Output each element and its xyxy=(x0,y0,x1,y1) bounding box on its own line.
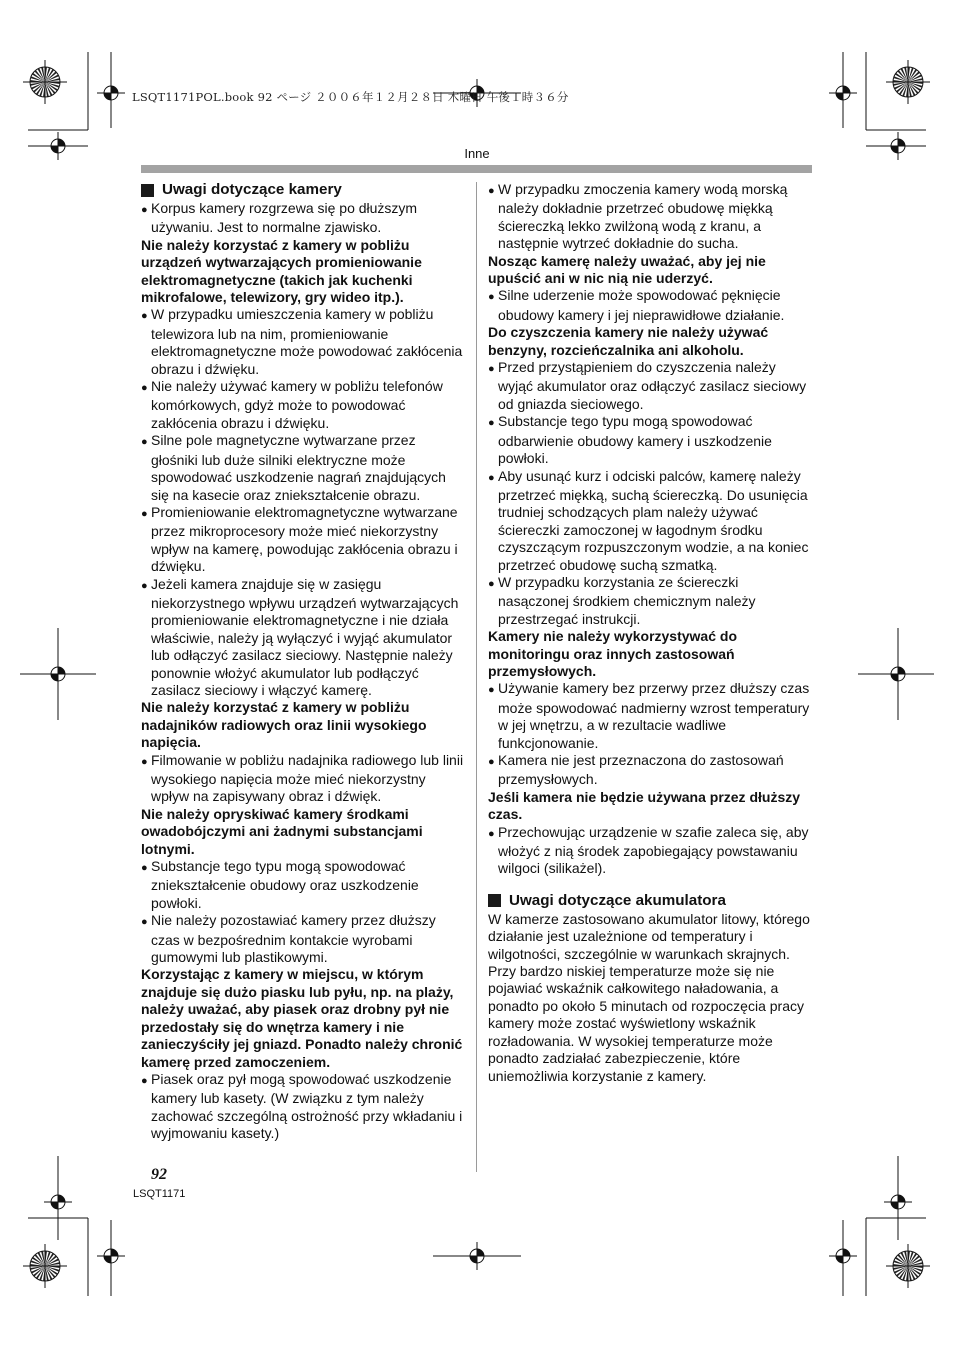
starburst-mark-icon xyxy=(886,1244,930,1288)
file-header: LSQT1171POL.book 92 ページ ２００６年１２月２８日 木曜日 午後１時３６分 xyxy=(132,90,569,104)
bullet-dot-icon: ● xyxy=(488,185,495,197)
square-bullet-icon xyxy=(141,184,154,197)
bullet-dot-icon: ● xyxy=(141,862,148,875)
bullet-item xyxy=(141,200,466,237)
bullet-item xyxy=(488,824,813,878)
section-heading xyxy=(141,181,466,199)
bold-warning: Nosząc kamerę należy uważać, aby jej nie upuścić ani w nic nią nie uderzyć. xyxy=(488,252,766,287)
bullet-dot-icon: ● xyxy=(488,291,495,304)
square-bullet-icon xyxy=(488,894,501,907)
bullet-dot-icon: ● xyxy=(141,755,148,768)
bullet-dot-icon: ● xyxy=(488,363,495,376)
bold-warning: Nie należy opryskiwać kamery środkami owadobójczymi ani żadnymi substancjami lotnymi. xyxy=(141,805,423,857)
bullet-text: W przypadku umieszczenia kamery w pobliżu telewizora lub na nim, promieniowanie elektromagnetyczne może powodować zakłócenia obrazu i dźwięku. xyxy=(151,306,463,377)
section-heading-text: Uwagi dotyczące akumulatora xyxy=(509,891,726,909)
starburst-mark-icon xyxy=(886,60,930,104)
bullet-item xyxy=(488,680,813,752)
bold-warning: Nie należy korzystać z kamery w pobliżu urządzeń wytwarzających promieniowanie elektromagnetyczne (takich jak kuchenki mikrofalowe, telewizory, gry wideo itp.). xyxy=(141,236,422,306)
section-label: Inne xyxy=(464,146,490,161)
bullet-item xyxy=(141,912,466,966)
bold-warning: Nie należy korzystać z kamery w pobliżu nadajników radiowych oraz linii wysokiego napięcia. xyxy=(141,699,427,751)
bullet-item xyxy=(488,359,813,413)
bold-warning: Kamery nie należy wykorzystywać do monitoringu oraz innych zastosowań przemysłowych. xyxy=(488,628,737,679)
bullet-text: Promieniowanie elektromagnetyczne wytwarzane przez mikroprocesory może mieć niekorzystny wpływ na kamerę, powodując zakłócenia obrazu i dźwięku. xyxy=(151,503,458,575)
bullet-dot-icon: ● xyxy=(488,684,495,697)
bullet-dot-icon: ● xyxy=(141,204,148,216)
bullet-dot-icon: ● xyxy=(141,436,148,449)
bullet-dot-icon: ● xyxy=(141,310,148,323)
bullet-text: Aby usunąć kurz i odciski palców, kamerę należy przetrzeć miękką, suchą ściereczką. Do usunięcia trudniej schodzących plam należy używać ściereczki zamoczonej w łagodnym środku czyszczącym rozpuszczonym wodzie, a na koniec przetrzeć obudowę suchą szmatką. xyxy=(498,467,809,573)
bullet-item xyxy=(488,413,813,467)
bullet-dot-icon: ● xyxy=(141,1074,148,1087)
bullet-item xyxy=(141,504,466,576)
bullet-text: Przed przystąpieniem do czyszczenia należy wyjąć akumulator oraz odłączyć zasilacz sieciowy od gniazda sieciowego. xyxy=(498,359,807,412)
left-column xyxy=(141,181,466,1143)
bullet-text: Substancje tego typu mogą spowodować odbarwienie obudowy kamery i uszkodzenie powłoki. xyxy=(498,413,772,467)
bullet-item xyxy=(488,574,813,628)
bullet-dot-icon: ● xyxy=(141,382,148,395)
bullet-item xyxy=(141,752,466,806)
bullet-item xyxy=(141,378,466,432)
section-heading-text: Uwagi dotyczące kamery xyxy=(162,181,342,198)
bullet-item xyxy=(141,576,466,700)
starburst-mark-icon xyxy=(23,60,67,104)
bullet-text: Substancje tego typu mogą spowodować zniekształcenie obudowy oraz uszkodzenie powłoki. xyxy=(151,858,419,911)
bullet-text: Używanie kamery bez przerwy przez dłuższy czas może spowodować nadmierny wzrost temperatury w jej wnętrzu, a w rezultacie wadliwe funkcjonowanie. xyxy=(498,680,810,751)
bold-warning: Do czyszczenia kamery nie należy używać benzyny, rozcieńczalnika ani alkoholu. xyxy=(488,324,769,358)
bullet-text: W przypadku korzystania ze ściereczki nasączonej środkiem chemicznym należy przestrzegać instrukcji. xyxy=(498,573,756,627)
page-number: 92 xyxy=(151,1166,167,1183)
bullet-text: Silne pole magnetyczne wytwarzane przez głośniki lub duże silniki elektryczne może spowodować uszkodzenie nagrań znajdujących się na kasecie oraz zniekształcenie obrazu. xyxy=(151,432,446,503)
column-divider xyxy=(476,182,477,1172)
bullet-text: W przypadku zmoczenia kamery wodą morską należy dokładnie przetrzeć obudowę miękką ściereczką lekko zwilżoną wodą z kranu, a następnie wytrzeć dokładnie do sucha. xyxy=(498,181,788,252)
bullet-dot-icon: ● xyxy=(488,756,495,768)
right-column xyxy=(488,181,813,1085)
bullet-text: Korpus kamery rozgrzewa się po dłuższym używaniu. Jest to normalne zjawisko. xyxy=(151,200,418,236)
bullet-dot-icon: ● xyxy=(141,507,148,520)
bullet-item xyxy=(488,468,813,574)
bullet-item xyxy=(488,752,813,789)
bullet-text: Filmowanie w pobliżu nadajnika radiowego lub linii wysokiego napięcia może mieć niekorzystny wpływ na zapisywany obraz i dźwięk. xyxy=(151,751,464,805)
bullet-item xyxy=(141,1071,466,1143)
bullet-text: Piasek oraz pył mogą spowodować uszkodzenie kamery lub kasety. (W związku z tym należy zachować szczególną ostrożność przy wkładaniu i wyjmowaniu kasety.) xyxy=(151,1070,463,1142)
bullet-item xyxy=(141,306,466,378)
header-bar xyxy=(141,165,812,173)
bullet-dot-icon: ● xyxy=(141,579,148,592)
section-heading xyxy=(488,892,813,910)
bullet-text: Przechowując urządzenie w szafie zaleca się, aby włożyć z nią środek zapobiegający powstawaniu wilgoci (silikażel). xyxy=(498,823,809,877)
bullet-text: Kamera nie jest przeznaczona do zastosowań przemysłowych. xyxy=(498,752,784,788)
bullet-item xyxy=(488,287,813,324)
bullet-item xyxy=(141,858,466,912)
bullet-item xyxy=(141,432,466,504)
bullet-dot-icon: ● xyxy=(488,577,495,590)
bullet-dot-icon: ● xyxy=(141,916,148,929)
bullet-text: Silne uderzenie może spowodować pęknięcie obudowy kamery i jej nieprawidłowe działanie. xyxy=(498,287,785,323)
bold-warning: Korzystając z kamery w miejscu, w którym znajduje się dużo piasku lub pyłu, np. na plaży, należy uważać, aby piasek oraz drobny pył nie przedostały się do wnętrza kamery i nie zanieczyściły jej gniazd. Ponadto należy chronić kamerę przed zamoczeniem. xyxy=(141,966,463,1070)
bullet-text: Nie należy używać kamery w pobliżu telefonów komórkowych, gdyż może to powodować zakłócenia obrazu i dźwięku. xyxy=(151,378,443,431)
bullet-dot-icon: ● xyxy=(488,417,495,430)
starburst-mark-icon xyxy=(23,1244,67,1288)
bullet-text: Nie należy pozostawiać kamery przez dłuższy czas w bezpośrednim kontakcie wyrobami gumowymi lub plastikowymi. xyxy=(151,912,436,966)
bullet-item xyxy=(488,181,813,253)
document-code: LSQT1171 xyxy=(133,1188,186,1200)
bullet-dot-icon: ● xyxy=(488,471,495,484)
bullet-dot-icon: ● xyxy=(488,827,495,840)
bold-warning: Jeśli kamera nie będzie używana przez dłuższy czas. xyxy=(488,788,801,823)
paragraph: W kamerze zastosowano akumulator litowy, którego działanie jest uzależnione od temperatury i wilgotności, szczególnie w warunkach skrajnych. Przy bardzo niskiej temperaturze może się nie pojawiać wskaźnik całkowitego naładowania, a ponadto po około 5 minutach od rozpoczęcia pracy kamery może zostać wyświetlony wskaźnik rozładowania. W wysokiej temperaturze może ponadto zadziałać zabezpieczenie, które uniemożliwia korzystanie z kamery. xyxy=(488,910,810,1084)
bullet-text: Jeżeli kamera znajduje się w zasięgu niekorzystnego wpływu urządzeń wytwarzających promieniowanie elektromagnetyczne i nie działa właściwie, należy ją wyłączyć i wyjąć akumulator lub odłączyć zasilacz sieciowy. Następnie należy ponownie włożyć akumulator lub podłączyć zasilacz sieciowy i włączyć kamerę. xyxy=(151,575,459,698)
